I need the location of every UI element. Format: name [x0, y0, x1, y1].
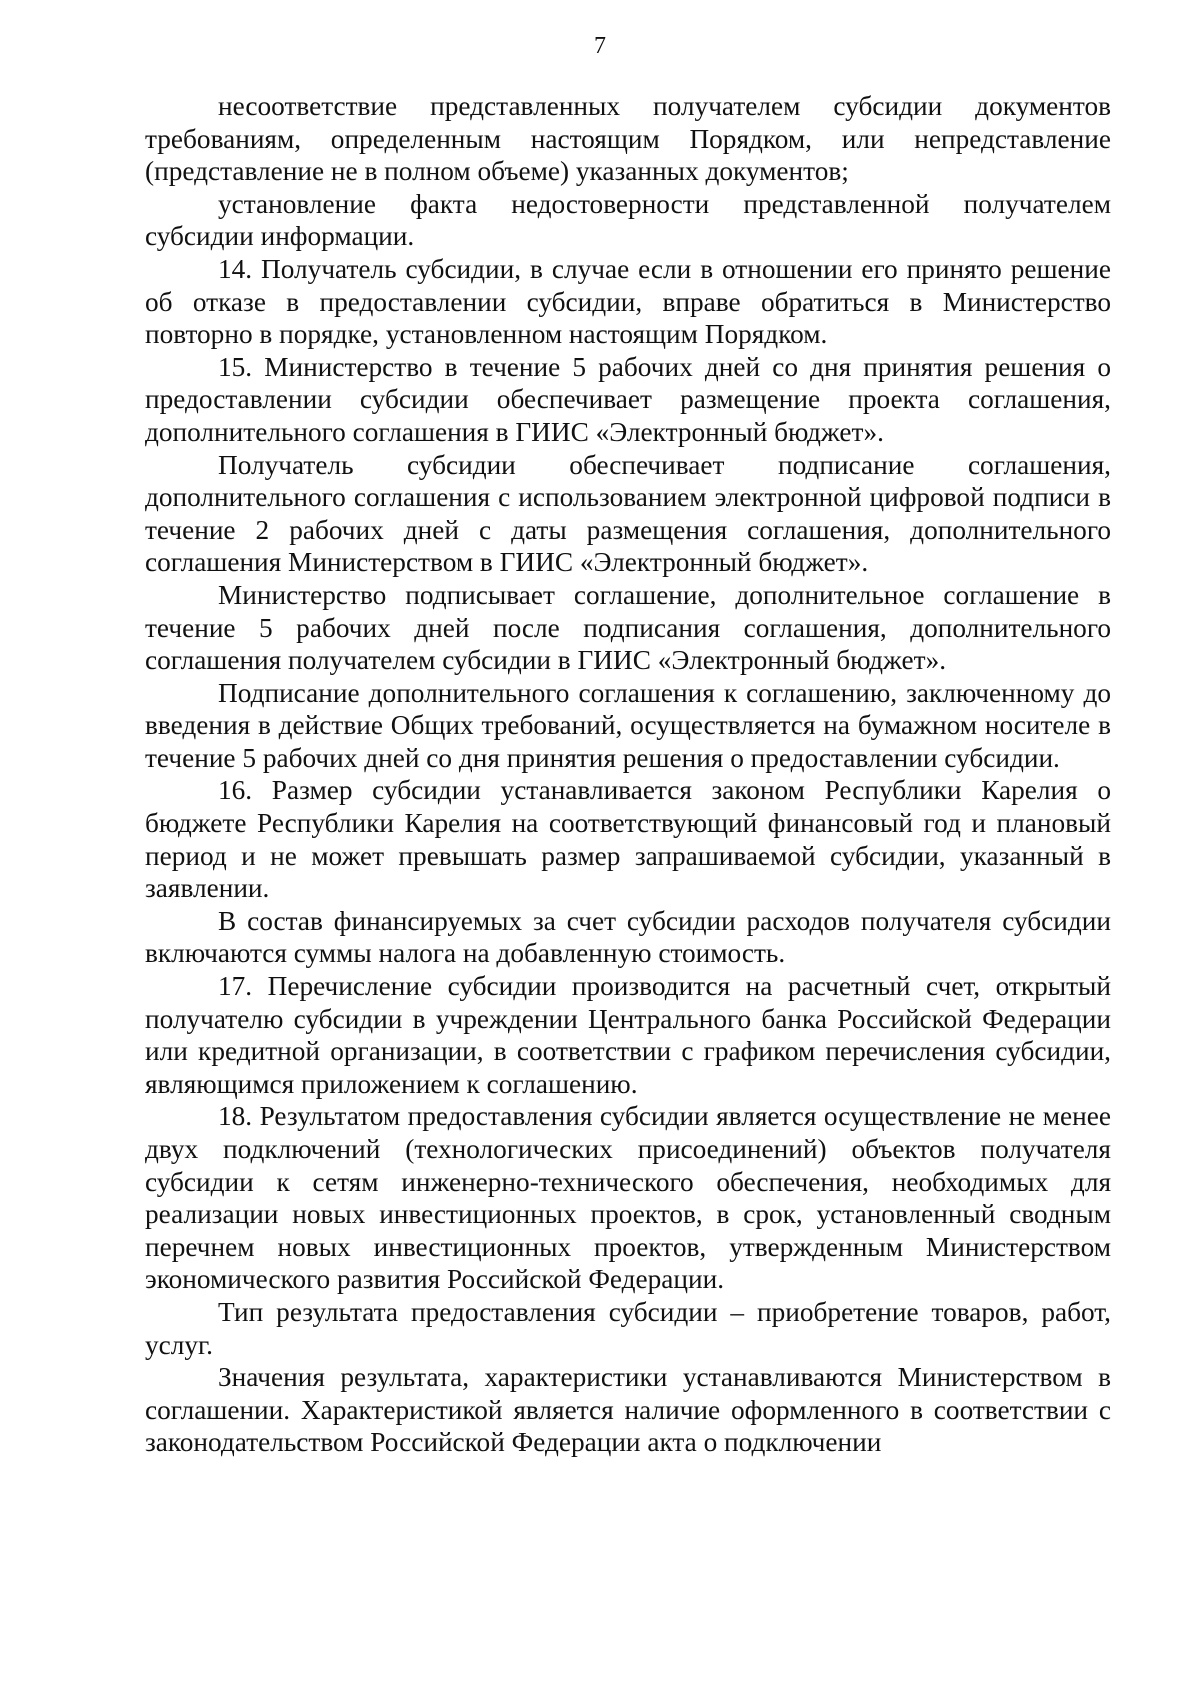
paragraph-result-type: Тип результата предоставления субсидии – приобретение товаров, работ, услуг. — [145, 1296, 1111, 1360]
paragraph-recipient-signing: Получатель субсидии обеспечивает подписание соглашения, дополнительного соглашения с использованием электронной цифровой подписи в течение 2 рабочих дней с даты размещения соглашения, дополнительного соглашения Министерством в ГИИС «Электронный бюджет». — [145, 449, 1111, 578]
page-number: 7 — [594, 33, 606, 59]
paragraph-15-agreement-posting: 15. Министерство в течение 5 рабочих дней со дня принятия решения о предоставлении субсидии обеспечивает размещение проекта соглашения, дополнительного соглашения в ГИИС «Электронный бюджет». — [145, 351, 1111, 447]
paragraph-false-information: установление факта недостоверности представленной получателем субсидии информации. — [145, 188, 1111, 252]
paragraph-vat: В состав финансируемых за счет субсидии расходов получателя субсидии включаются суммы налога на добавленную стоимость. — [145, 905, 1111, 969]
paragraph-17-transfer: 17. Перечисление субсидии производится на расчетный счет, открытый получателю субсидии в учреждении Центрального банка Российской Федерации или кредитной организации, в соответствии с графиком перечисления субсидии, являющимся приложением к соглашению. — [145, 971, 1111, 1099]
paragraph-18-result: 18. Результатом предоставления субсидии является осуществление не менее двух подключений (технологических присоединений) объектов получателя субсидии к сетям инженерно-технического обеспечения, необходимых для реализации новых инвестиционных проектов, в срок, установленный сводным перечнем новых инвестиционных проектов, утвержденным Министерством экономического развития Российской Федерации. — [145, 1101, 1111, 1295]
paragraph-result-values: Значения результата, характеристики устанавливаются Министерством в соглашении. Характеристикой является наличие оформленного в соответствии с законодательством Российской Федерации акта о подключении — [145, 1362, 1111, 1458]
paragraph-16-subsidy-amount: 16. Размер субсидии устанавливается законом Республики Карелия о бюджете Республики Карелия на соответствующий финансовый год и плановый период и не может превышать размер запрашиваемой субсидии, указанный в заявлении. — [145, 775, 1111, 904]
paragraph-14-reapply: 14. Получатель субсидии, в случае если в отношении его принято решение об отказе в предоставлении субсидии, вправе обратиться в Министерство повторно в порядке, установленном настоящим Порядком. — [145, 253, 1111, 350]
paragraph-inconsistency: несоответствие представленных получателем субсидии документов требованиям, определенным настоящим Порядком, или непредставление (представление не в полном объеме) указанных документов; — [145, 91, 1111, 187]
document-body — [145, 90, 1111, 1459]
paragraph-paper-signing: Подписание дополнительного соглашения к соглашению, заключенному до введения в действие Общих требований, осуществляется на бумажном носителе в течение 5 рабочих дней со дня принятия решения о предоставлении субсидии. — [145, 677, 1111, 773]
paragraph-ministry-signing: Министерство подписывает соглашение, дополнительное соглашение в течение 5 рабочих дней после подписания соглашения, дополнительного соглашения получателем субсидии в ГИИС «Электронный бюджет». — [145, 579, 1111, 676]
